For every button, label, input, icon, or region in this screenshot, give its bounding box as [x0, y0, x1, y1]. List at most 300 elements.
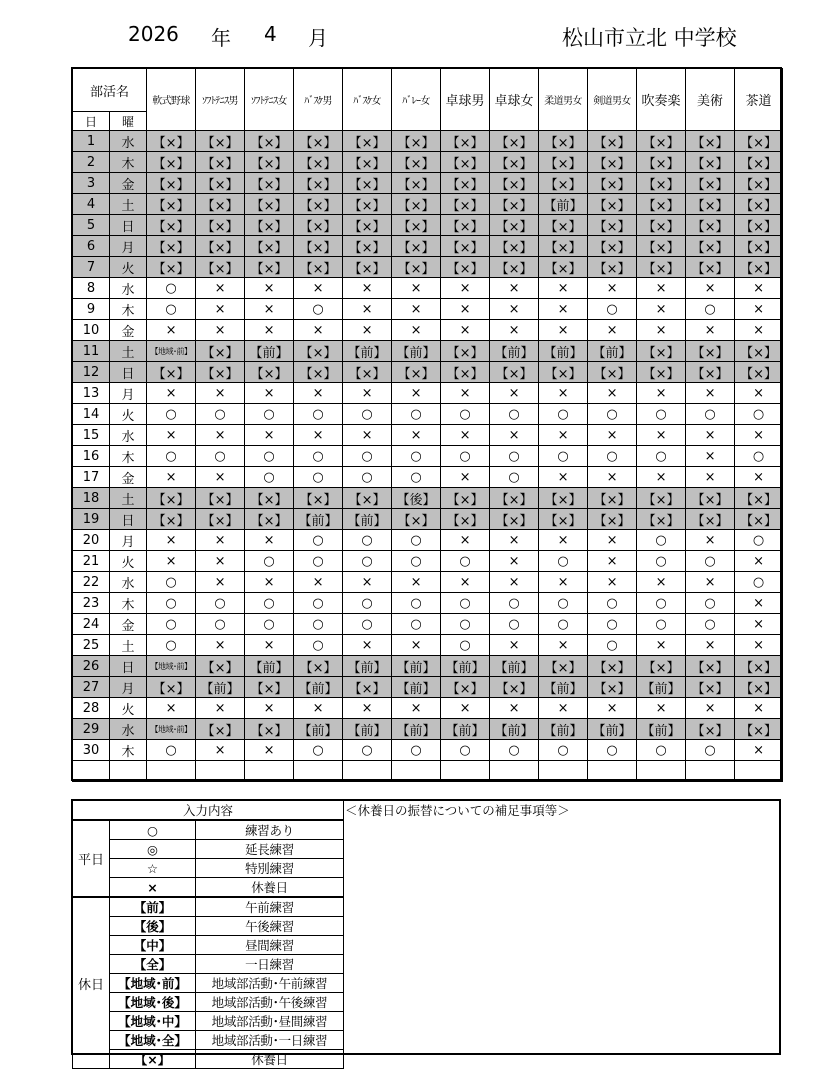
schedule-cell[interactable]: ○	[294, 530, 343, 551]
schedule-cell[interactable]: ○	[686, 404, 735, 425]
schedule-cell[interactable]: ○	[196, 404, 245, 425]
schedule-cell[interactable]: ×	[196, 383, 245, 404]
schedule-cell[interactable]: 【前】	[588, 719, 637, 740]
schedule-cell[interactable]: ○	[490, 614, 539, 635]
schedule-cell[interactable]: 【前】	[343, 341, 392, 362]
schedule-cell[interactable]: 【地域･前】	[147, 656, 196, 677]
schedule-cell[interactable]: 【×】	[147, 194, 196, 215]
schedule-cell[interactable]: 【×】	[147, 257, 196, 278]
schedule-cell[interactable]: 【×】	[392, 236, 441, 257]
schedule-cell[interactable]: 【×】	[539, 215, 588, 236]
schedule-cell[interactable]: ○	[686, 551, 735, 572]
schedule-cell[interactable]: ×	[539, 572, 588, 593]
schedule-cell[interactable]: ×	[196, 740, 245, 761]
schedule-cell[interactable]: ×	[686, 320, 735, 341]
schedule-cell[interactable]: ○	[588, 446, 637, 467]
schedule-cell[interactable]: 【×】	[588, 131, 637, 152]
schedule-cell[interactable]: ○	[294, 446, 343, 467]
schedule-cell[interactable]: ○	[637, 530, 686, 551]
schedule-cell[interactable]: ○	[686, 614, 735, 635]
schedule-cell[interactable]: 【×】	[588, 236, 637, 257]
schedule-cell[interactable]: ×	[392, 635, 441, 656]
schedule-cell[interactable]: 【×】	[588, 488, 637, 509]
schedule-cell[interactable]: ×	[490, 635, 539, 656]
schedule-cell[interactable]: 【×】	[196, 236, 245, 257]
schedule-cell[interactable]: 【×】	[588, 656, 637, 677]
schedule-cell[interactable]: ○	[294, 740, 343, 761]
schedule-cell[interactable]: ×	[196, 572, 245, 593]
schedule-cell[interactable]: ○	[392, 404, 441, 425]
schedule-cell[interactable]: ×	[343, 698, 392, 719]
schedule-cell[interactable]: 【×】	[539, 173, 588, 194]
schedule-cell[interactable]: 【×】	[686, 152, 735, 173]
schedule-cell[interactable]: 【×】	[294, 194, 343, 215]
schedule-cell[interactable]: 【×】	[588, 509, 637, 530]
schedule-cell[interactable]: 【×】	[637, 488, 686, 509]
schedule-cell[interactable]: ×	[686, 446, 735, 467]
schedule-cell[interactable]: ×	[196, 467, 245, 488]
schedule-cell[interactable]: 【×】	[196, 194, 245, 215]
schedule-cell[interactable]: ×	[441, 299, 490, 320]
schedule-cell[interactable]: ○	[343, 467, 392, 488]
schedule-cell[interactable]: 【×】	[441, 509, 490, 530]
schedule-cell[interactable]: 【×】	[490, 509, 539, 530]
schedule-cell[interactable]: 【×】	[294, 257, 343, 278]
schedule-cell[interactable]: ×	[196, 320, 245, 341]
schedule-cell[interactable]: 【×】	[735, 173, 783, 194]
schedule-cell[interactable]: ○	[294, 635, 343, 656]
schedule-cell[interactable]: ×	[588, 467, 637, 488]
schedule-cell[interactable]: ×	[147, 467, 196, 488]
schedule-cell[interactable]: 【×】	[245, 173, 294, 194]
schedule-cell[interactable]: ×	[147, 530, 196, 551]
schedule-cell[interactable]: 【×】	[147, 131, 196, 152]
schedule-cell[interactable]: 【×】	[637, 173, 686, 194]
schedule-cell[interactable]: 【前】	[539, 194, 588, 215]
schedule-cell[interactable]: ○	[147, 278, 196, 299]
schedule-cell[interactable]: ○	[343, 404, 392, 425]
schedule-cell[interactable]: 【前】	[490, 719, 539, 740]
schedule-cell[interactable]: 【前】	[294, 677, 343, 698]
schedule-cell[interactable]: 【地域･前】	[147, 719, 196, 740]
schedule-cell[interactable]: ×	[196, 551, 245, 572]
schedule-cell[interactable]: 【×】	[441, 677, 490, 698]
schedule-cell[interactable]: 【×】	[392, 257, 441, 278]
schedule-cell[interactable]: ○	[245, 404, 294, 425]
schedule-cell[interactable]: ○	[735, 404, 783, 425]
schedule-cell[interactable]: 【×】	[147, 152, 196, 173]
schedule-cell[interactable]: 【前】	[343, 656, 392, 677]
schedule-cell[interactable]: 【前】	[441, 719, 490, 740]
schedule-cell[interactable]: ×	[196, 698, 245, 719]
schedule-cell[interactable]: ○	[490, 446, 539, 467]
schedule-cell[interactable]: ×	[147, 551, 196, 572]
schedule-cell[interactable]: ×	[343, 278, 392, 299]
schedule-cell[interactable]: ×	[686, 383, 735, 404]
schedule-cell[interactable]: ○	[245, 593, 294, 614]
schedule-cell[interactable]: 【×】	[196, 341, 245, 362]
schedule-cell[interactable]: ×	[539, 635, 588, 656]
schedule-cell[interactable]: 【×】	[686, 236, 735, 257]
schedule-cell[interactable]: ×	[294, 320, 343, 341]
schedule-cell[interactable]: 【×】	[490, 194, 539, 215]
schedule-cell[interactable]: ×	[392, 383, 441, 404]
schedule-cell[interactable]: 【×】	[490, 236, 539, 257]
schedule-cell[interactable]: 【×】	[245, 194, 294, 215]
schedule-cell[interactable]: 【×】	[686, 173, 735, 194]
schedule-cell[interactable]: ○	[637, 446, 686, 467]
schedule-cell[interactable]: ×	[588, 530, 637, 551]
schedule-cell[interactable]: 【×】	[392, 194, 441, 215]
schedule-cell[interactable]: ×	[294, 383, 343, 404]
schedule-cell[interactable]: 【×】	[686, 509, 735, 530]
schedule-cell[interactable]: ○	[147, 299, 196, 320]
schedule-cell[interactable]: 【×】	[686, 257, 735, 278]
schedule-cell[interactable]: 【×】	[735, 341, 783, 362]
schedule-cell[interactable]: ○	[392, 467, 441, 488]
schedule-cell[interactable]: ×	[147, 698, 196, 719]
schedule-cell[interactable]: 【×】	[637, 236, 686, 257]
schedule-cell[interactable]: ×	[735, 593, 783, 614]
schedule-cell[interactable]: 【×】	[392, 131, 441, 152]
schedule-cell[interactable]: ×	[245, 320, 294, 341]
schedule-cell[interactable]: 【×】	[294, 173, 343, 194]
schedule-cell[interactable]: ×	[441, 530, 490, 551]
schedule-cell[interactable]: ○	[196, 446, 245, 467]
schedule-cell[interactable]: 【×】	[686, 215, 735, 236]
schedule-cell[interactable]: 【×】	[294, 152, 343, 173]
schedule-cell[interactable]: ×	[343, 299, 392, 320]
schedule-cell[interactable]: 【前】	[392, 656, 441, 677]
schedule-cell[interactable]: 【×】	[196, 509, 245, 530]
schedule-cell[interactable]: 【×】	[245, 215, 294, 236]
schedule-cell[interactable]: 【×】	[147, 509, 196, 530]
schedule-cell[interactable]: ×	[441, 572, 490, 593]
schedule-cell[interactable]	[343, 761, 392, 782]
schedule-cell[interactable]: 【×】	[588, 215, 637, 236]
schedule-cell[interactable]: ○	[637, 551, 686, 572]
schedule-cell[interactable]: 【×】	[245, 236, 294, 257]
schedule-cell[interactable]: ○	[637, 404, 686, 425]
schedule-cell[interactable]: 【×】	[686, 131, 735, 152]
schedule-cell[interactable]	[490, 761, 539, 782]
schedule-cell[interactable]: ○	[147, 635, 196, 656]
schedule-cell[interactable]: 【×】	[343, 131, 392, 152]
schedule-cell[interactable]: 【前】	[539, 719, 588, 740]
schedule-cell[interactable]	[735, 761, 783, 782]
schedule-cell[interactable]: 【×】	[637, 341, 686, 362]
schedule-cell[interactable]: 【×】	[637, 362, 686, 383]
schedule-cell[interactable]: 【×】	[343, 152, 392, 173]
schedule-cell[interactable]: 【前】	[294, 719, 343, 740]
schedule-cell[interactable]: 【×】	[196, 719, 245, 740]
schedule-cell[interactable]: ○	[637, 593, 686, 614]
schedule-cell[interactable]: ○	[441, 551, 490, 572]
schedule-cell[interactable]: ○	[196, 614, 245, 635]
schedule-cell[interactable]: 【×】	[686, 341, 735, 362]
schedule-cell[interactable]: ○	[735, 530, 783, 551]
schedule-cell[interactable]: 【×】	[441, 194, 490, 215]
schedule-cell[interactable]: 【×】	[147, 173, 196, 194]
notes-box[interactable]	[343, 800, 780, 1054]
schedule-cell[interactable]: 【×】	[343, 173, 392, 194]
schedule-cell[interactable]: ○	[392, 593, 441, 614]
schedule-cell[interactable]: 【×】	[735, 509, 783, 530]
schedule-cell[interactable]: 【前】	[441, 656, 490, 677]
schedule-cell[interactable]: 【×】	[686, 488, 735, 509]
schedule-cell[interactable]: 【前】	[196, 677, 245, 698]
schedule-cell[interactable]: 【×】	[539, 131, 588, 152]
schedule-cell[interactable]	[441, 761, 490, 782]
schedule-cell[interactable]: 【×】	[392, 173, 441, 194]
schedule-cell[interactable]: ×	[539, 698, 588, 719]
schedule-cell[interactable]: 【×】	[588, 173, 637, 194]
schedule-cell[interactable]: ○	[588, 614, 637, 635]
schedule-cell[interactable]: ○	[343, 530, 392, 551]
schedule-cell[interactable]: ×	[490, 278, 539, 299]
schedule-cell[interactable]: ×	[441, 383, 490, 404]
schedule-cell[interactable]: 【×】	[735, 362, 783, 383]
schedule-cell[interactable]: ×	[637, 383, 686, 404]
schedule-cell[interactable]: ×	[245, 572, 294, 593]
schedule-cell[interactable]	[245, 761, 294, 782]
schedule-cell[interactable]: 【×】	[245, 488, 294, 509]
schedule-cell[interactable]: ×	[490, 425, 539, 446]
schedule-cell[interactable]: ×	[686, 467, 735, 488]
schedule-cell[interactable]: ×	[490, 698, 539, 719]
schedule-cell[interactable]: 【×】	[245, 257, 294, 278]
schedule-cell[interactable]: 【×】	[441, 215, 490, 236]
schedule-cell[interactable]: 【前】	[245, 341, 294, 362]
schedule-cell[interactable]: 【×】	[343, 194, 392, 215]
schedule-cell[interactable]: ○	[588, 593, 637, 614]
schedule-cell[interactable]: ×	[196, 635, 245, 656]
schedule-cell[interactable]: 【×】	[588, 677, 637, 698]
schedule-cell[interactable]: ○	[637, 614, 686, 635]
schedule-cell[interactable]: ×	[735, 278, 783, 299]
schedule-cell[interactable]: ○	[147, 446, 196, 467]
schedule-cell[interactable]: ×	[539, 383, 588, 404]
schedule-cell[interactable]: 【×】	[196, 152, 245, 173]
schedule-cell[interactable]: 【×】	[588, 257, 637, 278]
schedule-cell[interactable]: 【×】	[637, 215, 686, 236]
schedule-cell[interactable]: ○	[637, 740, 686, 761]
schedule-cell[interactable]: 【×】	[490, 152, 539, 173]
schedule-cell[interactable]: ×	[588, 320, 637, 341]
schedule-cell[interactable]: ○	[147, 572, 196, 593]
schedule-cell[interactable]: 【×】	[490, 173, 539, 194]
schedule-cell[interactable]: ×	[588, 425, 637, 446]
schedule-cell[interactable]: 【×】	[637, 656, 686, 677]
schedule-cell[interactable]: 【×】	[490, 257, 539, 278]
schedule-cell[interactable]: ×	[735, 635, 783, 656]
schedule-cell[interactable]: ×	[539, 278, 588, 299]
schedule-cell[interactable]: 【×】	[245, 677, 294, 698]
schedule-cell[interactable]: ○	[392, 740, 441, 761]
schedule-cell[interactable]: ×	[490, 530, 539, 551]
schedule-cell[interactable]: 【前】	[245, 656, 294, 677]
schedule-cell[interactable]: 【地域･前】	[147, 341, 196, 362]
schedule-cell[interactable]: 【前】	[637, 677, 686, 698]
schedule-cell[interactable]: 【×】	[343, 236, 392, 257]
schedule-cell[interactable]: 【×】	[343, 488, 392, 509]
schedule-cell[interactable]: ○	[441, 635, 490, 656]
schedule-cell[interactable]: 【×】	[539, 257, 588, 278]
schedule-cell[interactable]: 【×】	[147, 677, 196, 698]
schedule-cell[interactable]: 【×】	[637, 257, 686, 278]
schedule-cell[interactable]: 【前】	[490, 656, 539, 677]
schedule-cell[interactable]: ○	[490, 593, 539, 614]
schedule-cell[interactable]: ○	[539, 614, 588, 635]
schedule-cell[interactable]: ×	[196, 278, 245, 299]
schedule-cell[interactable]: 【×】	[196, 257, 245, 278]
schedule-cell[interactable]: ×	[343, 383, 392, 404]
schedule-cell[interactable]: ○	[686, 740, 735, 761]
schedule-cell[interactable]: 【前】	[294, 509, 343, 530]
schedule-cell[interactable]: 【×】	[147, 215, 196, 236]
schedule-cell[interactable]: ×	[637, 299, 686, 320]
schedule-cell[interactable]: ×	[735, 425, 783, 446]
schedule-cell[interactable]: ○	[343, 740, 392, 761]
schedule-cell[interactable]: 【×】	[441, 362, 490, 383]
schedule-cell[interactable]: ○	[588, 635, 637, 656]
schedule-cell[interactable]: 【×】	[294, 656, 343, 677]
schedule-cell[interactable]: ×	[392, 320, 441, 341]
schedule-cell[interactable]: 【×】	[196, 173, 245, 194]
schedule-cell[interactable]: ○	[441, 446, 490, 467]
schedule-cell[interactable]: ×	[735, 551, 783, 572]
schedule-cell[interactable]: 【×】	[392, 215, 441, 236]
schedule-cell[interactable]: 【×】	[588, 194, 637, 215]
schedule-cell[interactable]: ×	[735, 320, 783, 341]
schedule-cell[interactable]: 【×】	[735, 719, 783, 740]
schedule-cell[interactable]: ×	[637, 320, 686, 341]
schedule-cell[interactable]: ○	[294, 467, 343, 488]
schedule-cell[interactable]: ×	[147, 383, 196, 404]
schedule-cell[interactable]: 【×】	[637, 194, 686, 215]
schedule-cell[interactable]: ○	[588, 740, 637, 761]
schedule-cell[interactable]	[147, 761, 196, 782]
schedule-cell[interactable]: ○	[294, 404, 343, 425]
schedule-cell[interactable]: ×	[245, 698, 294, 719]
schedule-cell[interactable]: 【×】	[490, 215, 539, 236]
schedule-cell[interactable]: ○	[735, 446, 783, 467]
schedule-cell[interactable]: ×	[686, 635, 735, 656]
schedule-cell[interactable]: ○	[392, 530, 441, 551]
schedule-cell[interactable]: ○	[392, 614, 441, 635]
schedule-cell[interactable]: 【×】	[196, 215, 245, 236]
schedule-cell[interactable]: 【×】	[637, 509, 686, 530]
schedule-cell[interactable]: ×	[490, 299, 539, 320]
schedule-cell[interactable]: ×	[490, 572, 539, 593]
schedule-cell[interactable]: 【×】	[686, 719, 735, 740]
schedule-cell[interactable]: 【×】	[686, 194, 735, 215]
schedule-cell[interactable]: ×	[392, 572, 441, 593]
schedule-cell[interactable]: 【×】	[441, 257, 490, 278]
schedule-cell[interactable]: ○	[294, 614, 343, 635]
schedule-cell[interactable]: 【×】	[147, 488, 196, 509]
schedule-cell[interactable]: 【×】	[686, 362, 735, 383]
schedule-cell[interactable]: ×	[686, 530, 735, 551]
schedule-cell[interactable]: 【×】	[539, 236, 588, 257]
schedule-cell[interactable]: ×	[245, 425, 294, 446]
schedule-cell[interactable]: 【×】	[245, 362, 294, 383]
schedule-cell[interactable]: ×	[735, 467, 783, 488]
schedule-cell[interactable]	[392, 761, 441, 782]
schedule-cell[interactable]: ×	[245, 635, 294, 656]
schedule-cell[interactable]: 【前】	[637, 719, 686, 740]
schedule-cell[interactable]: ×	[588, 698, 637, 719]
schedule-cell[interactable]: 【後】	[392, 488, 441, 509]
schedule-cell[interactable]: ×	[686, 278, 735, 299]
schedule-cell[interactable]: ×	[392, 299, 441, 320]
schedule-cell[interactable]: 【×】	[147, 236, 196, 257]
schedule-cell[interactable]: 【×】	[735, 656, 783, 677]
schedule-cell[interactable]: 【×】	[735, 488, 783, 509]
schedule-cell[interactable]: 【×】	[686, 656, 735, 677]
schedule-cell[interactable]: ○	[588, 404, 637, 425]
schedule-cell[interactable]: ×	[686, 698, 735, 719]
schedule-cell[interactable]: 【×】	[441, 488, 490, 509]
schedule-cell[interactable]: 【×】	[588, 362, 637, 383]
schedule-cell[interactable]: ○	[245, 551, 294, 572]
schedule-cell[interactable]: ×	[294, 278, 343, 299]
schedule-cell[interactable]: 【×】	[245, 509, 294, 530]
schedule-cell[interactable]: ○	[539, 593, 588, 614]
schedule-cell[interactable]: ×	[294, 698, 343, 719]
schedule-cell[interactable]: 【×】	[539, 488, 588, 509]
schedule-cell[interactable]	[588, 761, 637, 782]
schedule-cell[interactable]: ○	[343, 614, 392, 635]
schedule-cell[interactable]: ○	[343, 551, 392, 572]
schedule-cell[interactable]: ×	[245, 530, 294, 551]
schedule-cell[interactable]: ○	[294, 593, 343, 614]
schedule-cell[interactable]: ○	[196, 593, 245, 614]
schedule-cell[interactable]: ×	[735, 383, 783, 404]
schedule-cell[interactable]: 【×】	[294, 215, 343, 236]
schedule-cell[interactable]: ×	[686, 572, 735, 593]
schedule-cell[interactable]: ×	[196, 299, 245, 320]
schedule-cell[interactable]: 【×】	[294, 362, 343, 383]
schedule-cell[interactable]: 【×】	[294, 236, 343, 257]
schedule-cell[interactable]: ×	[441, 425, 490, 446]
schedule-cell[interactable]: ×	[441, 698, 490, 719]
schedule-cell[interactable]: ×	[294, 425, 343, 446]
schedule-cell[interactable]: ×	[686, 425, 735, 446]
schedule-cell[interactable]: 【×】	[735, 677, 783, 698]
schedule-cell[interactable]: 【×】	[343, 677, 392, 698]
schedule-cell[interactable]: ×	[490, 383, 539, 404]
schedule-cell[interactable]: 【前】	[490, 341, 539, 362]
schedule-cell[interactable]: ×	[490, 320, 539, 341]
schedule-cell[interactable]: ○	[147, 404, 196, 425]
schedule-cell[interactable]: ×	[588, 572, 637, 593]
schedule-cell[interactable]	[637, 761, 686, 782]
schedule-cell[interactable]: 【×】	[294, 341, 343, 362]
schedule-cell[interactable]: 【×】	[294, 488, 343, 509]
schedule-cell[interactable]: 【×】	[392, 509, 441, 530]
schedule-cell[interactable]: ×	[245, 299, 294, 320]
schedule-cell[interactable]: ×	[588, 551, 637, 572]
schedule-cell[interactable]: ×	[539, 530, 588, 551]
schedule-cell[interactable]: ○	[294, 299, 343, 320]
schedule-cell[interactable]: ○	[490, 467, 539, 488]
schedule-cell[interactable]: 【×】	[196, 656, 245, 677]
schedule-cell[interactable]: 【×】	[637, 152, 686, 173]
schedule-cell[interactable]: 【前】	[392, 341, 441, 362]
schedule-cell[interactable]: ○	[735, 572, 783, 593]
schedule-cell[interactable]: ○	[686, 299, 735, 320]
